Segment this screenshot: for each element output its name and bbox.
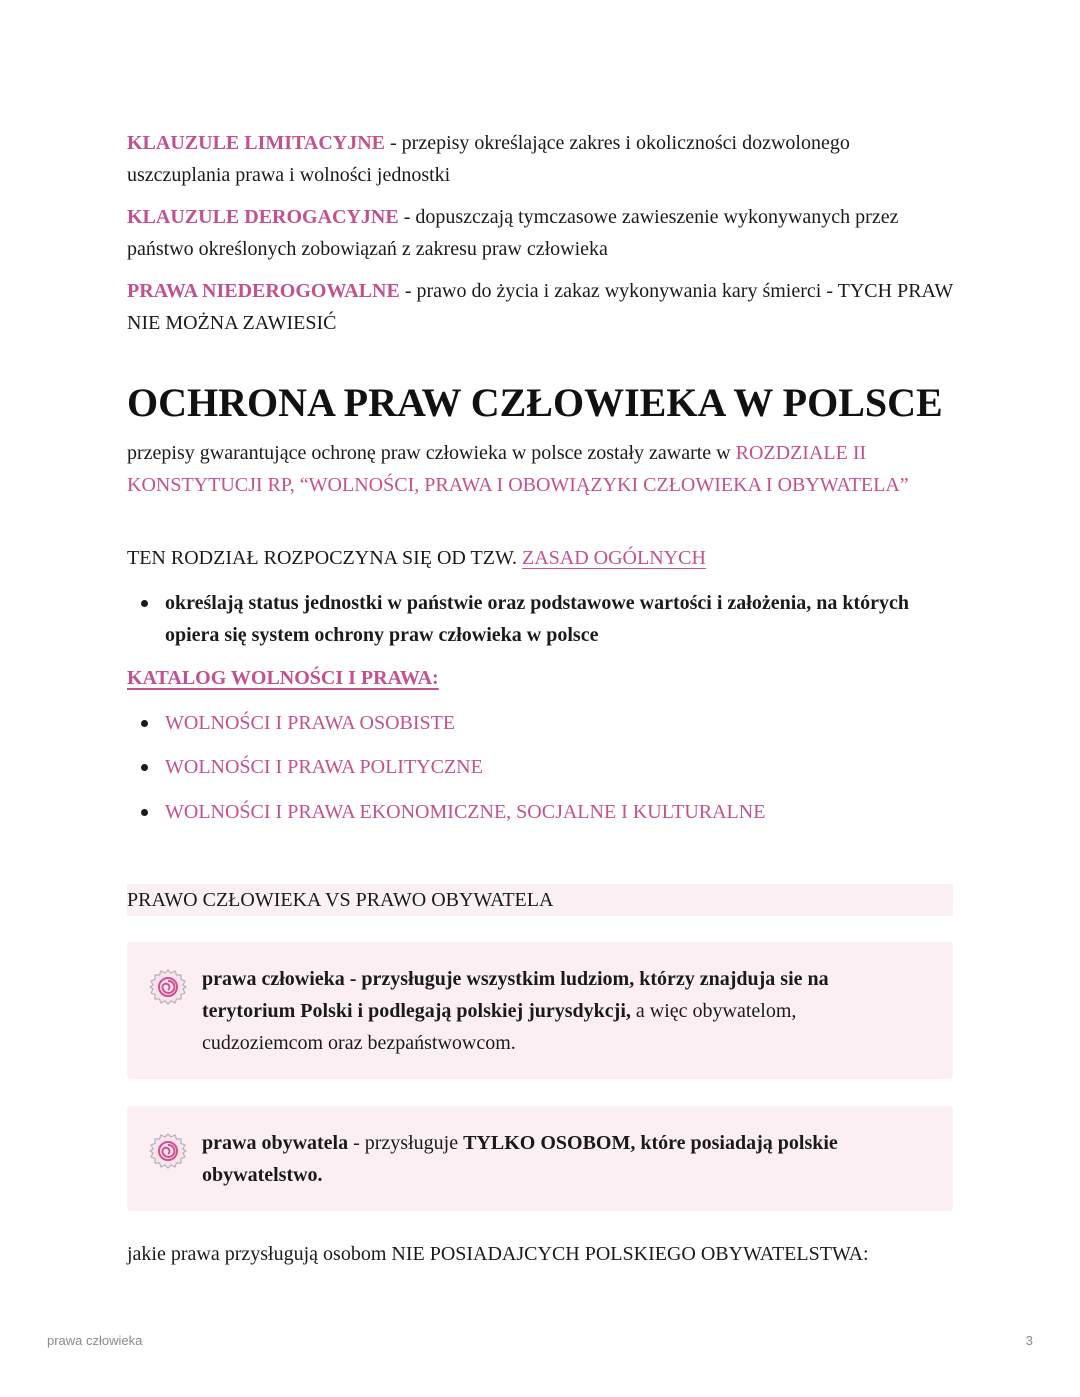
vs-heading: PRAWO CZŁOWIEKA VS PRAWO OBYWATELA [127, 884, 953, 916]
callout-prawa-obywatela [127, 1106, 953, 1211]
katalog-item-text: WOLNOŚCI I PRAWA POLITYCZNE [165, 756, 483, 778]
callout-prawa-czlowieka [127, 942, 953, 1079]
intro-paragraph [127, 437, 953, 501]
bullet-dot [141, 720, 148, 727]
bullet-dot [141, 600, 148, 607]
definition-term: KLAUZULE LIMITACYJNE [127, 132, 385, 154]
swirl-icon [149, 1132, 187, 1170]
zasady-paragraph [127, 542, 953, 574]
definition-text: - dopuszczają tymczasowe zawieszenie wykonywanych przez państwo określonych zobowiązań z zakresu praw człowieka [127, 206, 899, 260]
callout-bold: prawa człowieka - przysługuje wszystkim ludziom, którzy znajduja sie na terytorium Polski i podlegają polskiej jurysdykcji, [202, 968, 829, 1022]
katalog-heading [127, 662, 953, 694]
page-number: 3 [1025, 1333, 1033, 1348]
swirl-icon [149, 968, 187, 1006]
intro-text: przepisy gwarantujące ochronę praw człowieka w polsce zostały zawarte w [127, 442, 736, 464]
definition-derogacyjne [127, 201, 953, 265]
katalog-item-text: WOLNOŚCI I PRAWA OSOBISTE [165, 712, 456, 734]
zasady-text: TEN RODZIAŁ ROZPOCZYNA SIĘ OD TZW. [127, 547, 522, 569]
definition-limitacyjne [127, 127, 953, 191]
callout-normal: a więc obywatelom, cudzoziemcom oraz bezpaństwowcom. [202, 1000, 797, 1054]
zasady-bullet-text: określają status jednostki w państwie oraz podstawowe wartości i założenia, na których opiera się system ochrony praw człowieka w polsce [165, 592, 910, 646]
bullet-dot [141, 764, 148, 771]
section-title: OCHRONA PRAW CZŁOWIEKA W POLSCE [127, 380, 943, 425]
katalog-heading-text[interactable]: KATALOG WOLNOŚCI I PRAWA: [127, 667, 439, 689]
callout-normal: - przysługuje [348, 1132, 464, 1154]
bullet-dot [141, 809, 148, 816]
closing-paragraph: jakie prawa przysługują osobom NIE POSIADAJCYCH POLSKIEGO OBYWATELSTWA: [127, 1243, 869, 1265]
definition-niederogowalne [127, 275, 953, 339]
footer-title: prawa człowieka [47, 1333, 143, 1348]
definition-text: - prawo do życia i zakaz wykonywania kary śmierci - TYCH PRAW NIE MOŻNA ZAWIESIĆ [127, 280, 953, 334]
callout-bold: TYLKO OSOBOM, które posiadają polskie obywatelstwo. [202, 1132, 838, 1186]
callout-bold: prawa obywatela [202, 1132, 349, 1154]
intro-highlight: ROZDZIALE II KONSTYTUCJI RP, “WOLNOŚCI, PRAWA I OBOWIĄZYKI CZŁOWIEKA I OBYWATELA” [127, 442, 909, 496]
callout-text [202, 963, 902, 1059]
katalog-item-text: WOLNOŚCI I PRAWA EKONOMICZNE, SOCJALNE I KULTURALNE [165, 801, 766, 823]
definition-text: - przepisy określające zakres i okoliczności dozwolonego uszczuplania prawa i wolności jednostki [127, 132, 850, 186]
definition-term: PRAWA NIEDEROGOWALNE [127, 280, 400, 302]
callout-text [202, 1127, 902, 1191]
zasady-link[interactable]: ZASAD OGÓLNYCH [522, 547, 706, 569]
definition-term: KLAUZULE DEROGACYJNE [127, 206, 399, 228]
